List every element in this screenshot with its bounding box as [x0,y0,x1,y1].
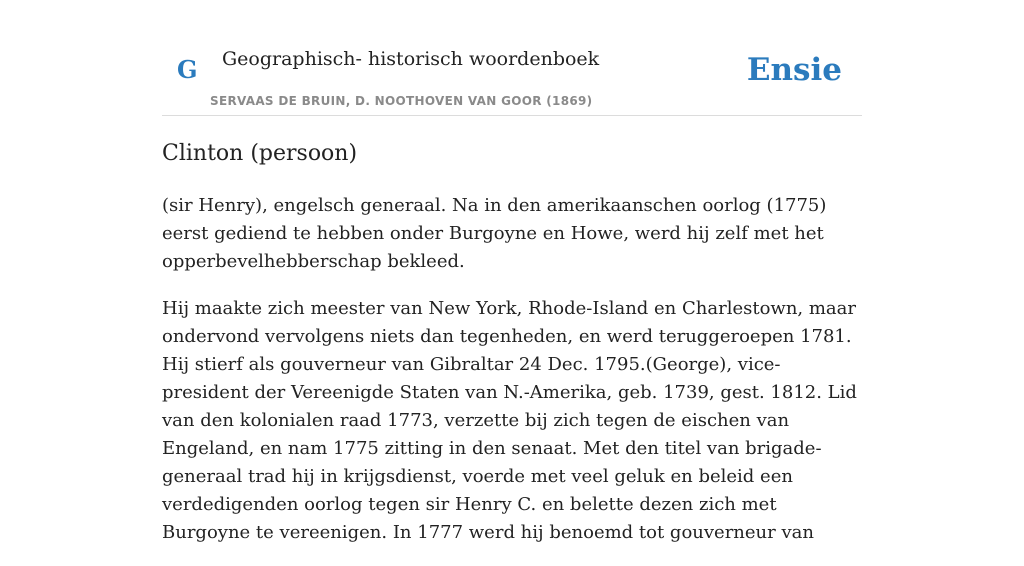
book-title-link[interactable]: Geographisch- historisch woordenboek [222,48,600,70]
entry-paragraph-1: (sir Henry), engelsch generaal. Na in den amerikaanschen oorlog (1775) eerst gediend te hebben onder Burgoyne en Howe, werd hij zelf met het opperbevelhebberschap bekleed. [162,195,827,272]
page-header [162,0,862,116]
book-logo-icon[interactable]: G [177,55,198,84]
ensie-logo[interactable]: Ensie [746,52,842,88]
page-container [162,0,862,543]
entry-title: Clinton (persoon) [162,141,358,166]
book-authors-year: SERVAAS DE BRUIN, D. NOOTHOVEN VAN GOOR (1869) [210,94,593,108]
entry-paragraph-2: Hij maakte zich meester van New York, Rhode-Island en Charlestown, maar ondervond vervolgens niets dan tegenheden, en werd teruggeroepen 1781. Hij stierf als gouverneur van Gibraltar 24 Dec. 1795.(George), vice-president der Vereenigde Staten van N.-Amerika, geb. 1739, gest. 1812. Lid van den kolonialen raad 1773, verzette bij zich tegen de eischen van Engeland, en nam 1775 zitting in den senaat. Met den titel van brigade-generaal trad hij in krijgsdienst, voerde met veel geluk en beleid een verdedigenden oorlog tegen sir Henry C. en belette dezen zich met Burgoyne te vereenigen. In 1777 werd hij benoemd tot gouverneur van [162,298,857,543]
entry-body [162,192,862,566]
